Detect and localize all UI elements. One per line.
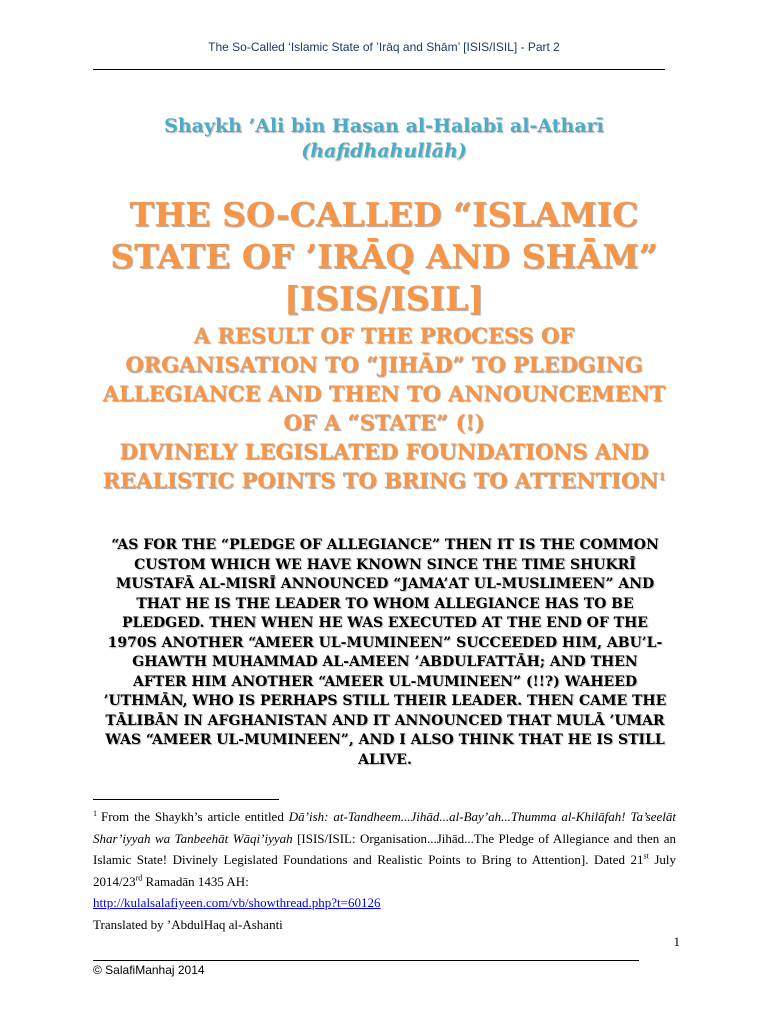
page-number: 1	[673, 934, 680, 949]
quote-line: PLEDGED. THEN WHEN HE WAS EXECUTED AT THE END OF THE	[122, 615, 648, 631]
document-title	[84, 194, 684, 494]
quote-line: GHAWTH MUHAMMAD AL-AMEEN ’ABDULFATTĀH; AND THEN	[132, 654, 638, 670]
quote-line: WAS “AMEER UL-MUMINEEN”, AND I ALSO THINK THAT HE IS STILL	[105, 732, 665, 748]
copyright-notice: © SalafiManhaj 2014	[93, 963, 205, 977]
subtitle-line: A RESULT OF THE PROCESS OF	[193, 323, 575, 348]
quote-line: CUSTOM WHICH WE HAVE KNOWN SINCE THE TIME SHUKRĪ	[134, 556, 636, 573]
footnote	[93, 806, 676, 935]
date-suffix: st	[643, 851, 649, 861]
subtitle-line	[84, 467, 684, 494]
footnote-article-title: Dā’ish: at-Tandheem...Jihād...al-Bay’ah...Thumma al-Khilāfah! Ta’seelāt Shar’iyyah wa Tanbeehāt Wāqi’iyyah	[93, 809, 677, 846]
title-line: STATE OF ’IRĀQ AND SHĀM”	[110, 237, 658, 276]
footnote-text	[93, 806, 676, 892]
quote-block	[93, 536, 677, 770]
quote-line: “AS FOR THE “PLEDGE OF ALLEGIANCE” THEN IT IS THE COMMON	[111, 537, 659, 553]
title-line: THE SO-CALLED “ISLAMIC	[129, 195, 639, 234]
quote-line: ’UTHMĀN, WHO IS PERHAPS STILL THEIR LEADER. THEN CAME THE	[103, 693, 667, 709]
header-rule	[93, 69, 665, 70]
footnote-separator	[93, 799, 279, 800]
subtitle-line: OF A “STATE” (!)	[283, 410, 485, 435]
footer-rule	[93, 960, 639, 961]
author-honorific: (hafidhahullāh)	[301, 140, 467, 162]
running-header: The So-Called ‘Islamic State of ’Irāq and Shām’ [ISIS/ISIL] - Part 2	[208, 40, 560, 54]
quote-line: MUSTAFĀ AL-MISRĪ ANNOUNCED “JAMA’AT UL-MUSLIMEEN” AND	[115, 576, 655, 592]
subtitle-line: ALLEGIANCE AND THEN TO ANNOUNCEMENT	[102, 381, 666, 406]
footnote-reference[interactable]: 1	[658, 472, 666, 483]
subtitle-line: ORGANISATION TO “JIHĀD” TO PLEDGING	[125, 352, 643, 377]
subtitle-text: REALISTIC POINTS TO BRING TO ATTENTION	[102, 468, 659, 493]
source-link[interactable]: http://kulalsalafiyeen.com/vb/showthread.php?t=60126	[93, 895, 381, 910]
quote-line: TĀLIBĀN IN AFGHANISTAN AND IT ANNOUNCED THAT MULĀ ’UMAR	[105, 712, 665, 729]
title-line: [ISIS/ISIL]	[284, 279, 484, 318]
quote-line: ALIVE.	[358, 751, 412, 768]
footnote-number: 1	[93, 808, 97, 818]
footnote-date-end: Ramadān 1435 AH:	[142, 873, 249, 889]
subtitle-line: DIVINELY LEGISLATED FOUNDATIONS AND	[119, 439, 649, 464]
author-name: Shaykh ’Ali bin Hasan al-Halabī al-Atharī	[164, 115, 604, 137]
author-block	[0, 114, 768, 164]
quote-line: THAT HE IS THE LEADER TO WHOM ALLEGIANCE HAS TO BE	[136, 595, 634, 612]
date-suffix: rd	[135, 873, 143, 883]
footnote-date: July 2014/23	[93, 852, 677, 889]
footnote-translation: [ISIS/ISIL: Organisation...Jihād...The Pledge of Allegiance and then an Islamic State! Divinely Legislated Foundations and Realistic Points to Bring to Attention]. Dated 21	[93, 830, 676, 867]
translator-credit: Translated by ’AbdulHaq al-Ashanti	[93, 916, 283, 932]
quote-line: AFTER HIM ANOTHER “AMEER UL-MUMINEEN” (!!?) WAHEED	[132, 673, 638, 690]
quote-line: 1970S ANOTHER “AMEER UL-MUMINEEN” SUCCEEDED HIM, ABU’L-	[107, 634, 663, 651]
footnote-intro: From the Shaykh’s article entitled	[101, 809, 284, 824]
